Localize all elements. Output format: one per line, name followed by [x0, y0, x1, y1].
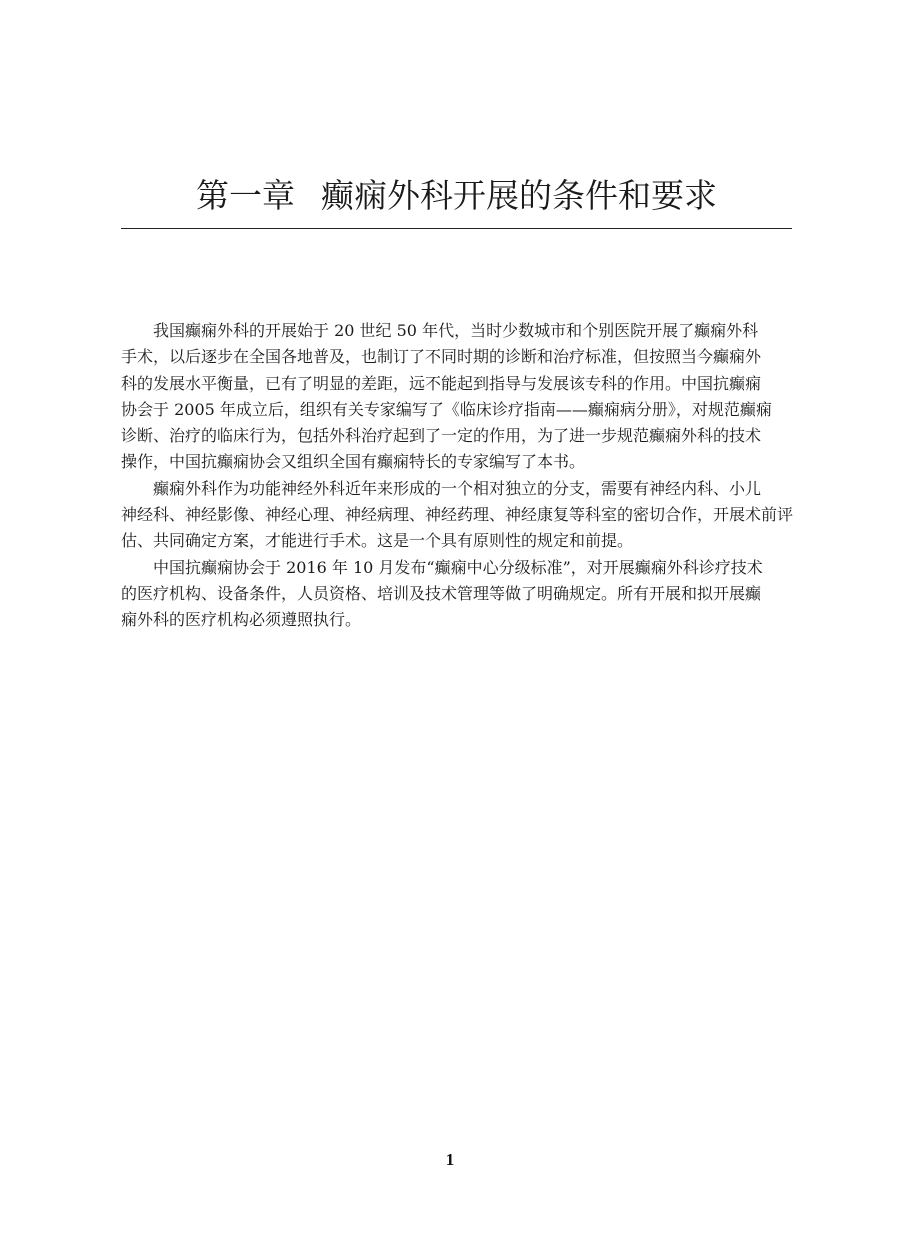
paragraph-line: 操作，中国抗癫痫协会又组织全国有癫痫特长的专家编写了本书。: [121, 452, 586, 472]
paragraph-line: 科的发展水平衡量，已有了明显的差距，远不能起到指导与发展该专科的作用。中国抗癫痫: [121, 373, 762, 393]
paragraph-2: [121, 476, 795, 555]
paragraph-line: 我国癫痫外科的开展始于 20 世纪 50 年代，当时少数城市和个别医院开展了癫痫外科: [153, 321, 759, 340]
paragraph-line: 中国抗癫痫协会于 2016 年 10 月发布“癫痫中心分级标准”，对开展癫痫外科诊疗技术: [153, 557, 763, 577]
paragraph-line: 诊断、治疗的临床行为，包括外科治疗起到了一定的作用，为了进一步规范癫痫外科的技术: [121, 426, 762, 446]
chapter-title: 癫痫外科开展的条件和要求: [321, 176, 717, 215]
paragraph-line: 癫痫外科作为功能神经外科近年来形成的一个相对独立的分支，需要有神经内科、小儿: [153, 478, 762, 498]
body-text: [121, 318, 795, 634]
page-number: 1: [445, 1150, 455, 1169]
paragraph-line: 估、共同确定方案，才能进行手术。这是一个具有原则性的规定和前提。: [121, 531, 634, 551]
paragraph-line: 手术，以后逐步在全国各地普及，也制订了不同时期的诊断和治疗标准，但按照当今癫痫外: [121, 347, 762, 367]
chapter-heading: [121, 168, 792, 224]
paragraph-line: 的医疗机构、设备条件，人员资格、培训及技术管理等做了明确规定。所有开展和拟开展癫: [121, 583, 762, 603]
paragraph-line: 痫外科的医疗机构必须遵照执行。: [121, 610, 362, 630]
paragraph-line: 神经科、神经影像、神经心理、神经病理、神经药理、神经康复等科室的密切合作，开展术前评: [121, 505, 794, 525]
heading-rule: [121, 228, 792, 229]
chapter-number: 第一章: [196, 176, 295, 215]
paragraph-line: 协会于 2005 年成立后，组织有关专家编写了《临床诊疗指南——癫痫病分册》，对规范癫痫: [121, 399, 772, 419]
paragraph-1: [121, 318, 795, 476]
paragraph-3: [121, 555, 795, 634]
